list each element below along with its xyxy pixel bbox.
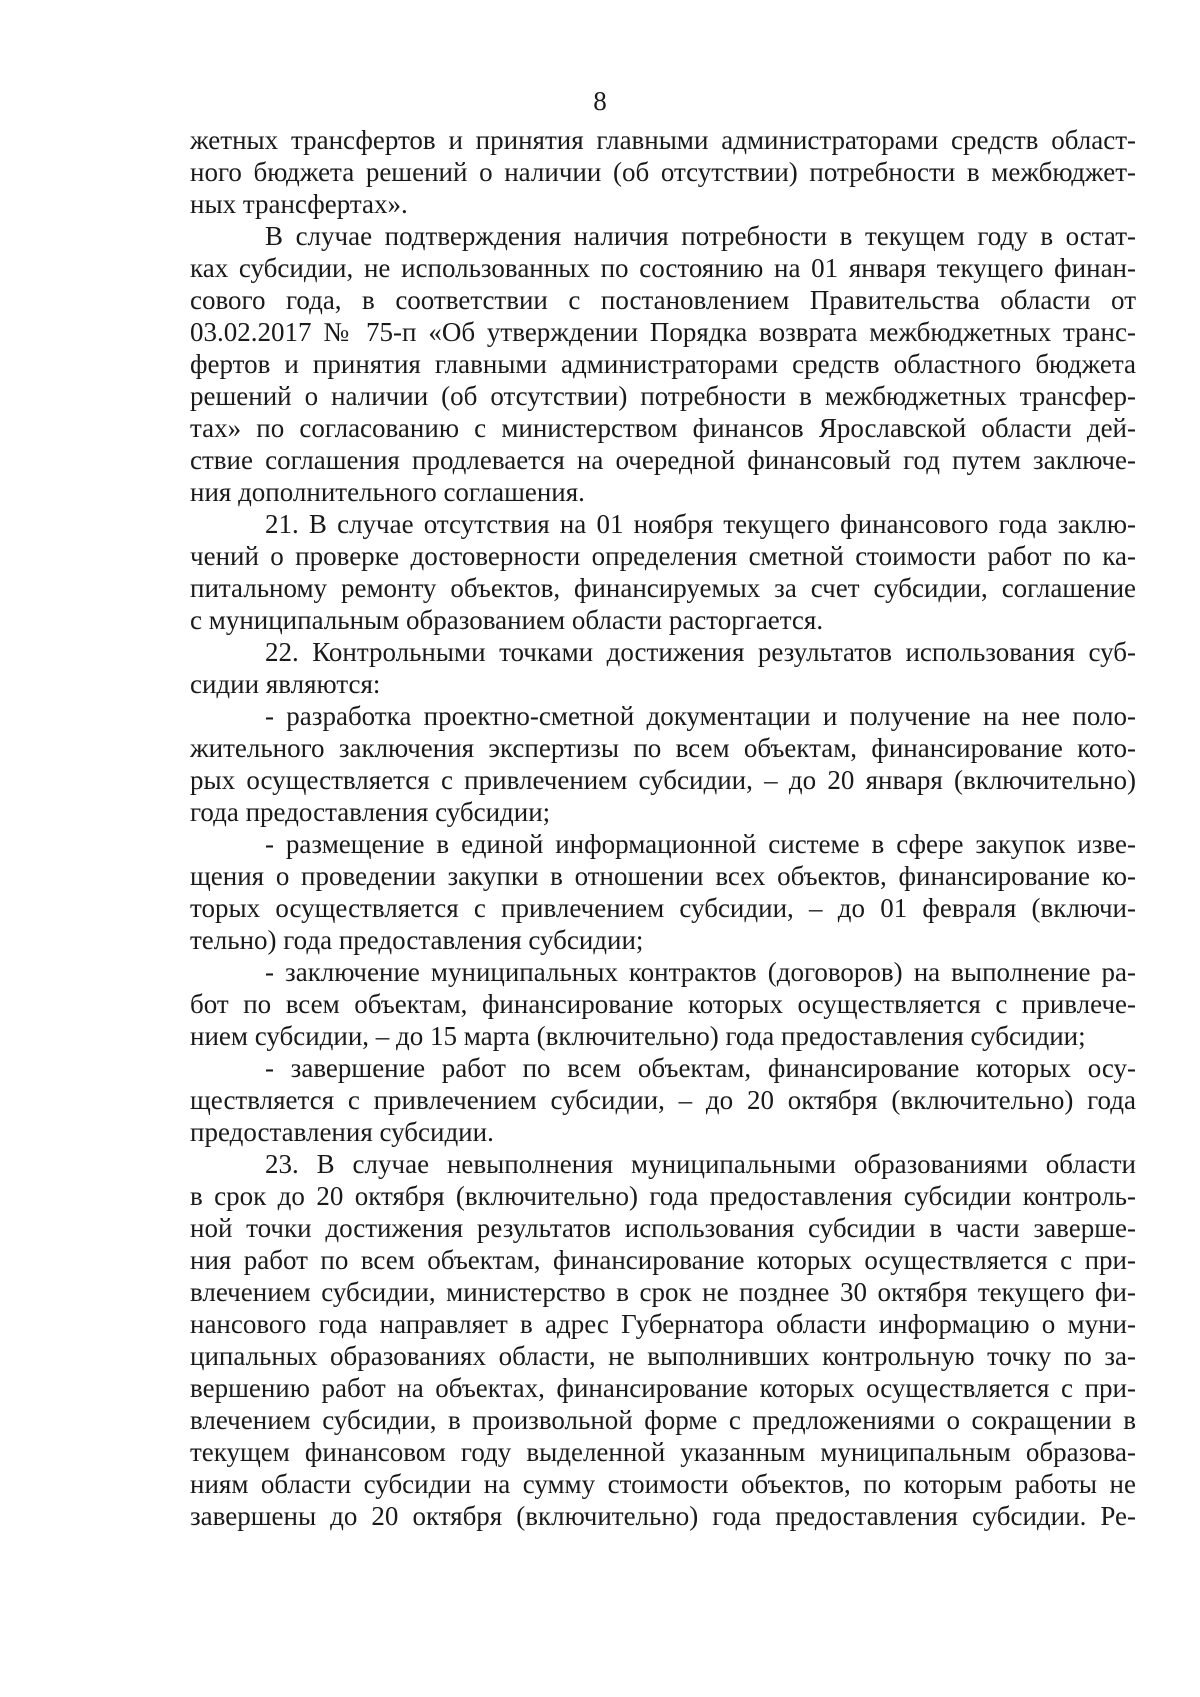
paragraph <box>190 1148 1136 1532</box>
text-line: предоставления субсидии. <box>190 1117 494 1147</box>
paragraph <box>190 700 1136 828</box>
text-line: ния дополнительного соглашения. <box>190 477 585 507</box>
text-line: щения о проведении закупки в отношении всех объектов, финансирование ко- <box>190 861 1136 891</box>
text-line: - размещение в единой информационной системе в сфере закупок изве- <box>265 829 1136 859</box>
text-line: 22. Контрольными точками достижения результатов использования суб- <box>265 637 1136 667</box>
text-line: решений о наличии (об отсутствии) потребности в межбюджетных трансфер- <box>190 381 1136 411</box>
text-line: ципальных образованиях области, не выполнивших контрольную точку по за- <box>190 1341 1136 1371</box>
text-line: сидии являются: <box>190 669 381 699</box>
text-line: 21. В случае отсутствия на 01 ноября текущего финансового года заклю- <box>265 509 1136 539</box>
text-line: питальному ремонту объектов, финансируемых за счет субсидии, соглашение <box>190 573 1136 603</box>
text-line: ных трансфертах». <box>190 189 408 219</box>
text-line: ной точки достижения результатов использования субсидии в части заверше- <box>190 1213 1136 1243</box>
text-line: торых осуществляется с привлечением субсидии, – до 01 февраля (включи- <box>190 893 1136 923</box>
paragraph <box>190 124 1136 220</box>
text-line: бот по всем объектам, финансирование которых осуществляется с привлече- <box>190 989 1136 1019</box>
text-line: нансового года направляет в адрес Губернатора области информацию о муни- <box>190 1309 1136 1339</box>
document-body <box>190 124 1136 1532</box>
text-line: с муниципальным образованием области расторгается. <box>190 605 824 635</box>
text-line: 03.02.2017 № 75-п «Об утверждении Порядка возврата межбюджетных транс- <box>190 317 1136 347</box>
paragraph <box>190 220 1136 508</box>
text-line: жительного заключения экспертизы по всем объектам, финансирование кото- <box>190 733 1136 763</box>
text-line: в срок до 20 октября (включительно) года предоставления субсидии контроль- <box>190 1181 1136 1211</box>
text-line: ния работ по всем объектам, финансирование которых осуществляется с при- <box>190 1245 1136 1275</box>
paragraph <box>190 1052 1136 1148</box>
paragraph <box>190 828 1136 956</box>
page-number: 8 <box>593 86 607 116</box>
text-line: ществляется с привлечением субсидии, – до 20 октября (включительно) года <box>190 1085 1136 1115</box>
text-line: текущем финансовом году выделенной указанным муниципальным образова- <box>190 1437 1136 1467</box>
paragraph <box>190 508 1136 636</box>
text-line: жетных трансфертов и принятия главными администраторами средств област- <box>190 125 1136 155</box>
text-line: В случае подтверждения наличия потребности в текущем году в остат- <box>265 221 1136 251</box>
text-line: влечением субсидии, министерство в срок не позднее 30 октября текущего фи- <box>190 1277 1136 1307</box>
text-line: тельно) года предоставления субсидии; <box>190 925 644 955</box>
text-line: года предоставления субсидии; <box>190 797 551 827</box>
text-line: рых осуществляется с привлечением субсидии, – до 20 января (включительно) <box>190 765 1136 795</box>
paragraph <box>190 636 1136 700</box>
text-line: ствие соглашения продлевается на очередной финансовый год путем заключе- <box>190 445 1136 475</box>
text-line: сового года, в соответствии с постановлением Правительства области от <box>190 285 1136 315</box>
text-line: - завершение работ по всем объектам, финансирование которых осу- <box>265 1053 1136 1083</box>
text-line: вершению работ на объектах, финансирование которых осуществляется с при- <box>190 1373 1136 1403</box>
text-line: влечением субсидии, в произвольной форме с предложениями о сокращении в <box>190 1405 1136 1435</box>
text-line: завершены до 20 октября (включительно) года предоставления субсидии. Ре- <box>190 1501 1136 1531</box>
paragraph <box>190 956 1136 1052</box>
text-line: фертов и принятия главными администраторами средств областного бюджета <box>190 349 1136 379</box>
text-line: ного бюджета решений о наличии (об отсутствии) потребности в межбюджет- <box>190 157 1136 187</box>
text-line: ниям области субсидии на сумму стоимости объектов, по которым работы не <box>190 1469 1136 1499</box>
text-line: 23. В случае невыполнения муниципальными образованиями области <box>265 1149 1136 1179</box>
text-line: - разработка проектно-сметной документации и получение на нее поло- <box>265 701 1136 731</box>
text-line: чений о проверке достоверности определения сметной стоимости работ по ка- <box>190 541 1136 571</box>
text-line: - заключение муниципальных контрактов (договоров) на выполнение ра- <box>265 957 1136 987</box>
text-line: ках субсидии, не использованных по состоянию на 01 января текущего финан- <box>190 253 1136 283</box>
text-line: нием субсидии, – до 15 марта (включительно) года предоставления субсидии; <box>190 1021 1086 1051</box>
text-line: тах» по согласованию с министерством финансов Ярославской области дей- <box>190 413 1136 443</box>
